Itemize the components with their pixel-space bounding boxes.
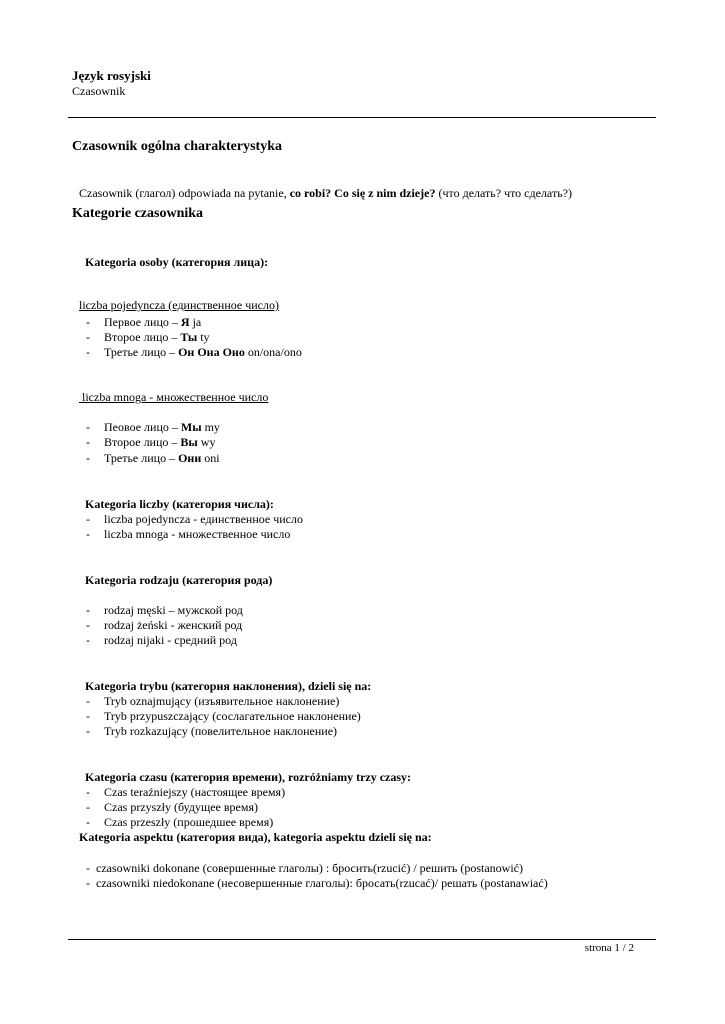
list-dash: - [86,724,90,738]
list-dash: - [86,315,90,329]
plural-item-1: Пеовое лицо – Мы my [104,420,220,434]
czas-item-2: Czas przyszły (будущее время) [104,800,258,814]
list-dash: - [86,345,90,359]
rodzaj-item-1: rodzaj męski – мужской род [104,603,243,617]
aspekt-item-1: - czasowniki dokonane (совершенные глаголы) : бросить(rzucić) / решить (postanowić) [86,861,524,875]
list-dash: - [86,527,90,541]
singular-item-1: Первое лицо – Я ja [104,315,202,329]
osoba-heading: Kategoria osoby (категория лица): [85,255,269,269]
categories-title: Kategorie czasownika [72,206,204,221]
aspekt-heading: Kategoria aspektu (категория вида), kategoria aspektu dzieli się na: [79,830,432,844]
list-dash: - [86,435,90,449]
list-dash: - [86,800,90,814]
list-dash: - [86,603,90,617]
aspekt-item-2: - czasowniki niedokonane (несовершенные глаголы): бросать(rzucać)/ решать (postanawiać) [86,876,548,890]
singular-item-3: Третье лицо – Он Она Оно on/ona/ono [104,345,302,359]
liczba-item-2: liczba mnoga - множественное число [104,527,291,541]
list-dash: - [86,512,90,526]
document-subtitle: Czasownik [72,84,126,98]
header-divider [68,117,656,118]
list-dash: - [86,633,90,647]
section-title: Czasownik ogólna charakterystyka [72,139,283,154]
list-dash: - [86,815,90,829]
intro-prefix: Czasownik (глагол) odpowiada na pytanie, [79,186,290,200]
tryb-item-2: Tryb przypuszczający (сослагательное наклонение) [104,709,361,723]
liczba-heading: Kategoria liczby (категория числа): [85,497,274,511]
list-dash: - [86,451,90,465]
intro-question: co robi? Co się z nim dzieje? [289,186,436,200]
plural-item-3: Третье лицо – Они oni [104,451,220,465]
tryb-item-3: Tryb rozkazujący (повелительное наклонение) [104,724,338,738]
list-dash: - [86,420,90,434]
singular-item-2: Второе лицо – Ты ty [104,330,210,344]
list-dash: - [86,694,90,708]
list-dash: - [86,785,90,799]
rodzaj-item-3: rodzaj nijaki - средний род [104,633,237,647]
intro-suffix: (что делать? что сделать?) [435,186,572,200]
rodzaj-heading: Kategoria rodzaju (категория рода) [85,573,273,587]
rodzaj-item-2: rodzaj żeński - женский род [104,618,243,632]
czas-item-1: Czas teraźniejszy (настоящее время) [104,785,286,799]
liczba-item-1: liczba pojedyncza - единственное число [104,512,303,526]
list-dash: - [86,618,90,632]
list-dash: - [86,330,90,344]
plural-item-2: Второе лицо – Вы wy [104,435,216,449]
intro-paragraph [79,186,572,201]
footer-divider [68,939,656,940]
plural-label: liczba mnoga - множественное число [79,390,269,404]
page-number: strona 1 / 2 [584,942,634,954]
singular-label: liczba pojedyncza (единственное число) [79,298,279,312]
document-title: Język rosyjski [72,68,151,83]
tryb-item-1: Tryb oznajmujący (изъявительное наклонение) [104,694,340,708]
czas-heading: Kategoria czasu (категория времени), rozróżniamy trzy czasy: [85,770,412,784]
czas-item-3: Czas przeszły (прошедшее время) [104,815,274,829]
list-dash: - [86,709,90,723]
tryb-heading: Kategoria trybu (категория наклонения), dzieli się na: [85,679,372,693]
